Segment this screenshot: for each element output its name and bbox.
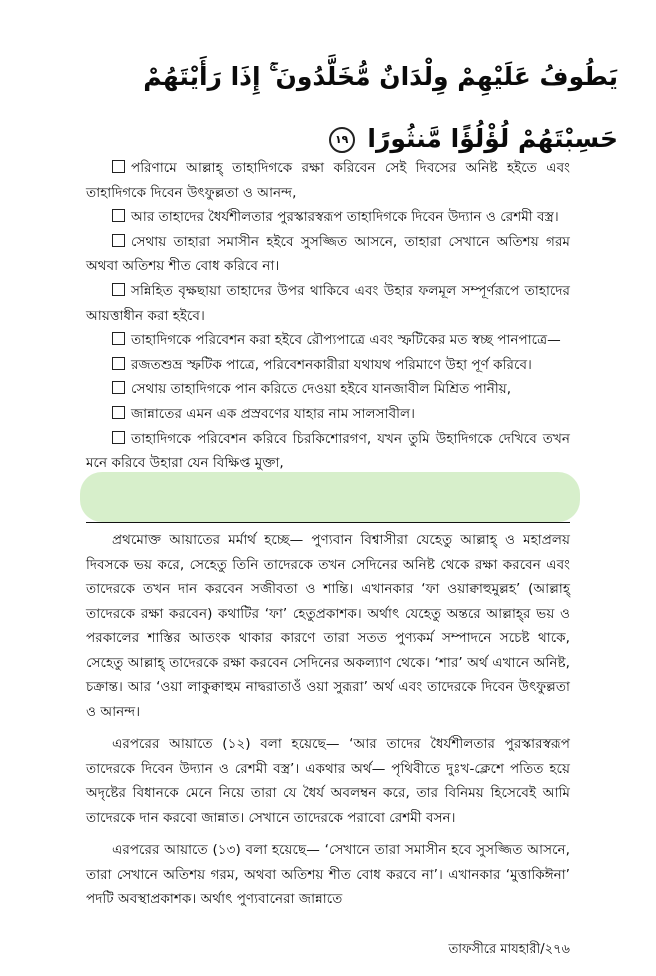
commentary-paragraph: এরপরের আয়াতে (১৩) বলা হয়েছে— ‘সেখানে তারা সমাসীন হবে সুসজ্জিত আসনে, তারা সেখানে অতিশয় গরম, অথবা অতিশয় শীত বোধ করবে না’। এখানকার ‘মুত্তাকিঈনা’ পদটি অবস্থাপ্রকাশক। অর্থাৎ পুণ্যবানেরা জান্নাতে <box>86 842 570 907</box>
arabic-verse <box>76 46 618 170</box>
checkbox-bullet-icon <box>112 160 125 173</box>
checkbox-bullet-icon <box>112 381 125 394</box>
translation-item: পরিণামে আল্লাহ্ তাহাদিগকে রক্ষা করিবেন সেই দিবসের অনিষ্ট হইতে এবং তাহাদিগকে দিবেন উৎফুল্লতা ও আনন্দ, <box>86 160 570 201</box>
translation-item: তাহাদিগকে পরিবেশন করিবে চিরকিশোরগণ, যখন তুমি উহাদিগকে দেখিবে তখন মনে করিবে উহারা যেন বিক্ষিপ্ত মুক্তা, <box>86 430 570 472</box>
commentary-paragraph: প্রথমোক্ত আয়াতের মর্মার্থ হচ্ছে— পুণ্যবান বিশ্বাসীরা যেহেতু আল্লাহ্ ও মহাপ্রলয় দিবসকে ভয় করে, সেহেতু তিনি তাদেরকে তখন সেদিনের অনিষ্ট থেকে রক্ষা করবেন এবং তাদেরকে তখন দান করবেন সজীবতা ও শান্তি। এখানকার ‘ফা ওয়াক্বাহুমুল্লহ’ (আল্লাহ্ তাদেরকে রক্ষা করবেন) কথাটির ‘ফা’ হেতুপ্রকাশক। অর্থাৎ যেহেতু অন্তরে আল্লাহ্‌র ভয় ও পরকালের শাস্তির আতংক থাকার কারণে তারা সতত পুণ্যকর্ম সম্পাদনে সচেষ্ট থাকে, সেহেতু আল্লাহ্ তাদেরকে রক্ষা করবেন সেদিনের অকল্যাণ থেকে। ‘শার’ অর্থ এখানে অনিষ্ট, চক্রান্ত। আর ‘ওয়া লাকুক্বাহুম নাদ্বরাতাওঁ ওয়া সুরূরা’ অর্থ এবং তাদেরকে দিবেন উৎফুল্লতা ও আনন্দ। <box>86 532 570 720</box>
translation-item: তাহাদিগকে পরিবেশন করা হইবে রৌপ্যপাত্রে এবং স্ফটিকের মত স্বচ্ছ পানপাত্রে— <box>86 328 570 353</box>
translation-item: সন্নিহিত বৃক্ষছায়া তাহাদের উপর থাকিবে এবং উহার ফলমূল সম্পূর্ণরূপে তাহাদের আয়ত্তাধীন করা হইবে। <box>86 282 570 324</box>
checkbox-bullet-icon <box>112 357 125 370</box>
checkbox-bullet-icon <box>112 431 125 444</box>
checkbox-bullet-icon <box>112 332 125 345</box>
section-divider <box>86 522 570 523</box>
checkbox-bullet-icon <box>112 406 125 419</box>
checkbox-bullet-icon <box>112 234 125 247</box>
translation-item: সেথায় তাহারা সমাসীন হইবে সুসজ্জিত আসনে, তাহারা সেখানে অতিশয় গরম অথবা অতিশয় শীত বোধ করিবে না। <box>86 233 570 275</box>
translation-item: সেথায় তাহাদিগকে পান করিতে দেওয়া হইবে যানজাবীল মিশ্রিত পানীয়, <box>86 377 570 402</box>
translation-item: জান্নাতের এমন এক প্রস্রবণের যাহার নাম সালসাবীল। <box>86 402 570 427</box>
commentary-paragraph: এরপরের আয়াতে (১২) বলা হয়েছে— ‘আর তাদের ধৈর্যশীলতার পুরস্কারস্বরূপ তাদেরকে দিবেন উদ্যান ও রেশমী বস্ত্র’। একথার অর্থ— পৃথিবীতে দুঃখ-ক্লেশে পতিত হয়ে অদৃষ্টের বিধানকে মেনে নিয়ে তারা যে ধৈর্য অবলম্বন করে, তার বিনিময় হিসেবেই আমি তাদেরকে দান করবো জান্নাত। সেখানে তাদেরকে পরাবো রেশমী বসন। <box>86 736 570 826</box>
highlighted-passage <box>80 472 580 522</box>
translation-item: রজতশুভ্র স্ফটিক পাত্রে, পরিবেশনকারীরা যথাযথ পরিমাণে উহা পূর্ণ করিবে। <box>86 353 570 378</box>
commentary-block <box>86 528 570 920</box>
translation-block <box>86 156 570 476</box>
page-footer: তাফসীরে মাযহারী/২৭৬ <box>448 942 570 957</box>
checkbox-bullet-icon <box>112 209 125 222</box>
checkbox-bullet-icon <box>112 283 125 296</box>
translation-item: আর তাহাদের ধৈর্যশীলতার পুরস্কারস্বরূপ তাহাদিগকে দিবেন উদ্যান ও রেশমী বস্ত্র। <box>86 205 570 230</box>
arabic-verse-text: يَطُوفُ عَلَيْهِمْ وِلْدَانٌ مُّخَلَّدُونَ ۚ إِذَا رَأَيْتَهُمْ حَسِبْتَهُمْ لُؤْلُؤًا مَّنثُورًا <box>143 62 618 153</box>
ayah-number-marker: ١٩ <box>329 127 355 153</box>
